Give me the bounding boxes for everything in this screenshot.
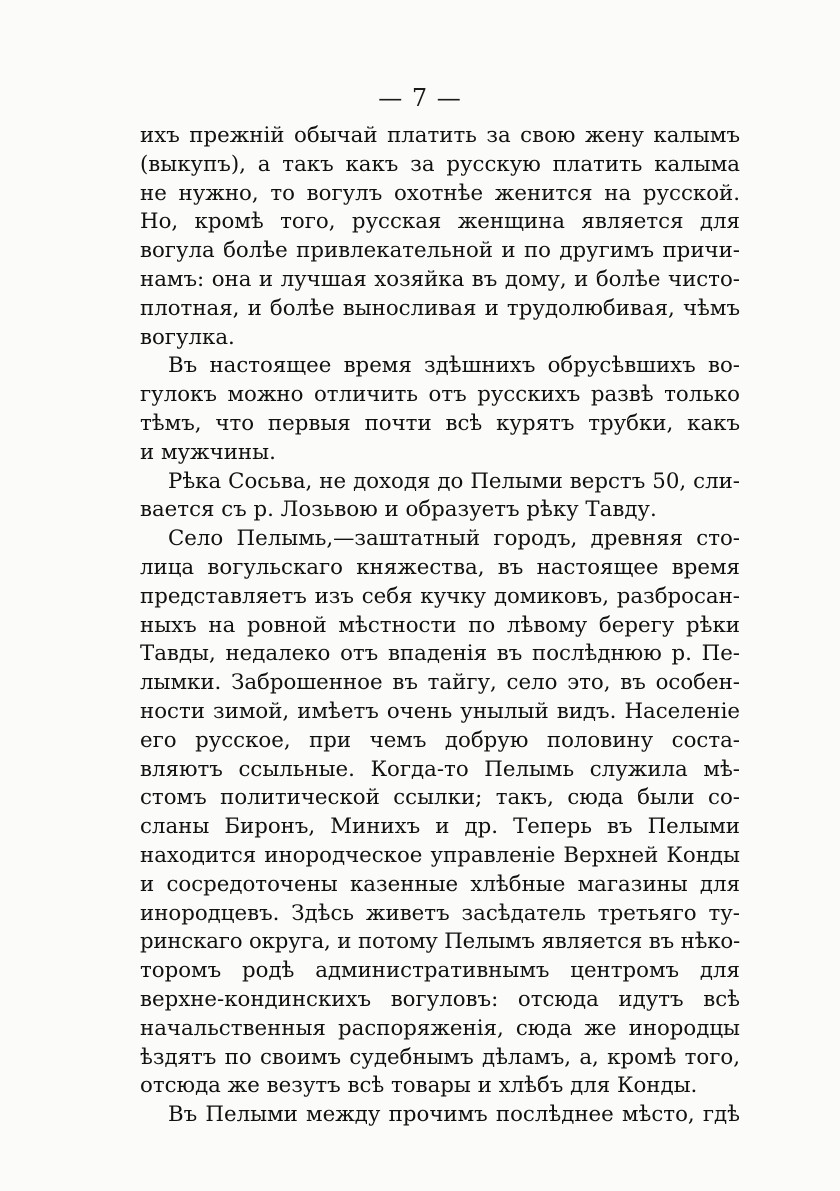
text-line: лица вогульскаго княжества, въ настоящее время [140, 554, 740, 580]
text-line: и сосредоточены казенные хлѣбные магазины для [140, 871, 740, 897]
text-line: вляютъ ссыльные. Когда-то Пелымь служила мѣ- [140, 756, 740, 782]
text-line: тѣмъ, что первыя почти всѣ курятъ трубки, какъ [140, 410, 740, 436]
text-line: торомъ родѣ административнымъ центромъ для [140, 958, 740, 984]
text-line: стомъ политической ссылки; такъ, сюда были со- [140, 785, 740, 811]
text-line: находится инородческое управленіе Верхней Конды [140, 842, 740, 868]
text-line: (выкупъ), а такъ какъ за русскую платить калыма [140, 151, 740, 177]
text-line: ѣздятъ по своимъ судебнымъ дѣламъ, а, кромѣ того, [140, 1044, 740, 1070]
text-line: Рѣка Сосьва, не доходя до Пелыми верстъ 50, сли- [168, 468, 740, 494]
text-line: вается съ р. Лозьвою и образуетъ рѣку Тавду. [140, 497, 657, 523]
text-line: сланы Биронъ, Минихъ и др. Теперь въ Пелыми [140, 814, 740, 840]
body-text [140, 122, 740, 1130]
text-line: гулокъ можно отличить отъ русскихъ развѣ только [140, 382, 740, 408]
text-line: намъ: она и лучшая хозяйка въ дому, и болѣе чисто- [140, 266, 740, 292]
text-line: ности зимой, имѣетъ очень унылый видъ. Населеніе [140, 698, 740, 724]
text-line: отсюда же везутъ всѣ товары и хлѣбъ для Конды. [140, 1073, 698, 1099]
text-line: вогулка. [140, 324, 235, 350]
text-line: Тавды, недалеко отъ впаденія въ послѣднюю р. Пе- [140, 641, 740, 667]
text-line: его русское, при чемъ добрую половину соста- [140, 727, 740, 753]
text-line: ринскаго округа, и потому Пелымъ является въ нѣко- [140, 929, 740, 955]
text-line: верхне-кондинскихъ вогуловъ: отсюда идутъ всѣ [140, 986, 740, 1012]
text-line: вогула болѣе привлекательной и по другимъ причи- [140, 238, 740, 264]
text-line: представляетъ изъ себя кучку домиковъ, разбросан- [140, 583, 740, 609]
text-line: Село Пелымь,—заштатный городъ, древняя сто- [168, 526, 740, 552]
text-line: не нужно, то вогулъ охотнѣе женится на русской. [140, 180, 740, 206]
text-line: Въ Пелыми между прочимъ послѣднее мѣсто, гдѣ [168, 1102, 740, 1128]
text-line: Въ настоящее время здѣшнихъ обрусѣвшихъ во- [168, 353, 740, 379]
text-line: ныхъ на ровной мѣстности по лѣвому берегу рѣки [140, 612, 740, 638]
text-line: начальственныя распоряженія, сюда же инородцы [140, 1015, 740, 1041]
text-line: и мужчины. [140, 439, 276, 465]
text-line: Но, кромѣ того, русская женщина является для [140, 209, 740, 235]
page-number-header: — 7 — [378, 84, 462, 112]
text-line: плотная, и болѣе выносливая и трудолюбивая, чѣмъ [140, 295, 740, 321]
text-line: ихъ прежній обычай платить за свою жену калымъ [140, 123, 740, 148]
text-line: лымки. Заброшенное въ тайгу, село это, въ особен- [140, 670, 740, 696]
text-line: инородцевъ. Здѣсь живетъ засѣдатель третьяго ту- [140, 900, 740, 926]
